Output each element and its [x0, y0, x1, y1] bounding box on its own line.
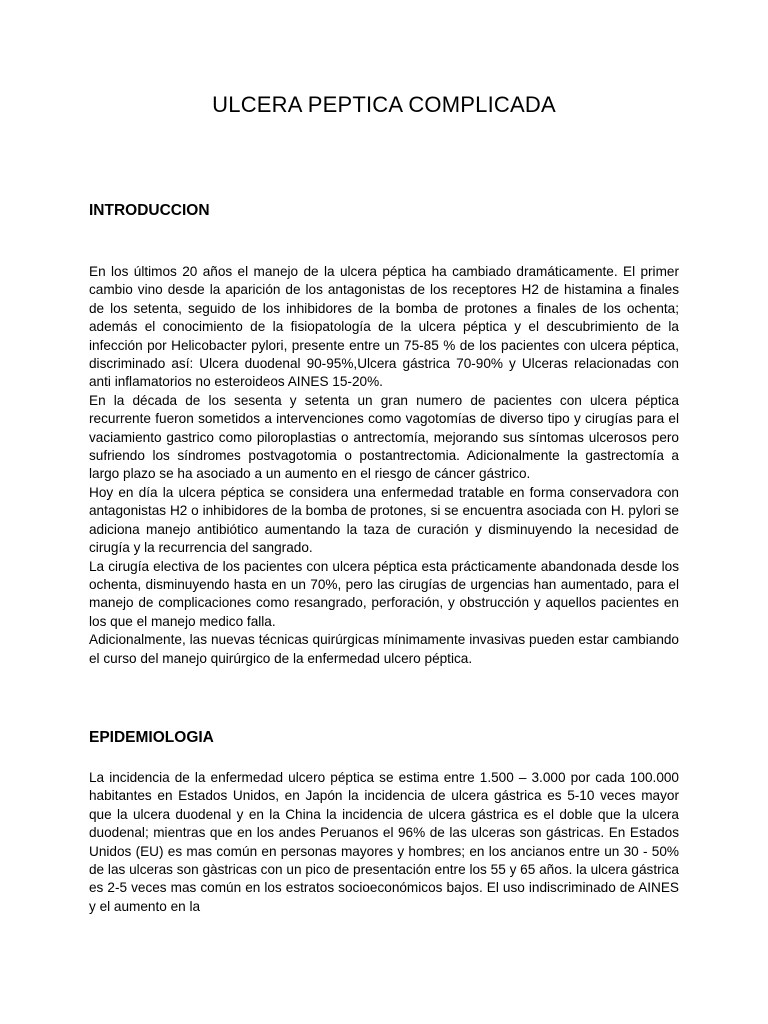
paragraph: Adicionalmente, las nuevas técnicas quirúrgicas mínimamente invasivas pueden estar cambiando el curso del manejo quirúrgico de la enfermedad ulcero péptica. [89, 632, 679, 666]
section-body-epidemiologia [89, 769, 679, 916]
paragraph: Hoy en día la ulcera péptica se considera una enfermedad tratable en forma conservadora con antagonistas H2 o inhibidores de la bomba de protones, si se encuentra asociada con H. pylori se adiciona manejo antibiótico aumentando la taza de curación y disminuyendo la necesidad de cirugía y la recurrencia del sangrado. [89, 484, 679, 556]
section-heading-epidemiologia: EPIDEMIOLOGIA [89, 729, 214, 746]
paragraph: En los últimos 20 años el manejo de la ulcera péptica ha cambiado dramáticamente. El primer cambio vino desde la aparición de los antagonistas de los receptores H2 de histamina a finales de los setenta, seguido de los inhibidores de la bomba de protones a finales de los ochenta; además el conocimiento de la fisiopatología de la ulcera péptica y el descubrimiento de la infección por Helicobacter pylori, presente entre un 75-85 % de los pacientes con ulcera péptica, discriminado así: Ulcera duodenal 90-95%,Ulcera gástrica 70-90% y Ulceras relacionadas con anti inflamatorios no esteroideos AINES 15-20%. [89, 264, 679, 390]
section-heading-introduccion: INTRODUCCION [89, 202, 210, 219]
paragraph: En la década de los sesenta y setenta un gran numero de pacientes con ulcera péptica recurrente fueron sometidos a intervenciones como vagotomías de diverso tipo y cirugías para el vaciamiento gastrico como piloroplastias o antrectomía, mejorando sus síntomas ulcerosos pero sufriendo los síndromes postvagotomia o postantrectomia. Adicionalmente la gastrectomía a largo plazo se ha asociado a un aumento en el riesgo de cáncer gástrico. [89, 392, 679, 482]
paragraph: La cirugía electiva de los pacientes con ulcera péptica esta prácticamente abandonada desde los ochenta, disminuyendo hasta en un 70%, pero las cirugías de urgencias han aumentado, para el manejo de complicaciones como resangrado, perforación, y obstrucción y aquellos pacientes en los que el manejo medico falla. [89, 558, 679, 629]
document-title: ULCERA PEPTICA COMPLICADA [212, 92, 556, 117]
paragraph: La incidencia de la enfermedad ulcero péptica se estima entre 1.500 – 3.000 por cada 100.000 habitantes en Estados Unidos, en Japón la incidencia de ulcera gástrica es 5-10 veces mayor que la ulcera duodenal y en la China la incidencia de ulcera gástrica es el doble que la ulcera duodenal; mientras que en los andes Peruanos el 96% de las ulceras son gástricas. En Estados Unidos (EU) es mas común en personas mayores y hombres; en los ancianos entre un 30 - 50% de las ulceras son gàstricas con un pico de presentación entre los 55 y 65 años. la ulcera gástrica es 2-5 veces mas común en los estratos socioeconómicos bajos. El uso indiscriminado de AINES y el aumento en la [89, 770, 679, 914]
section-body-introduccion [89, 263, 679, 668]
